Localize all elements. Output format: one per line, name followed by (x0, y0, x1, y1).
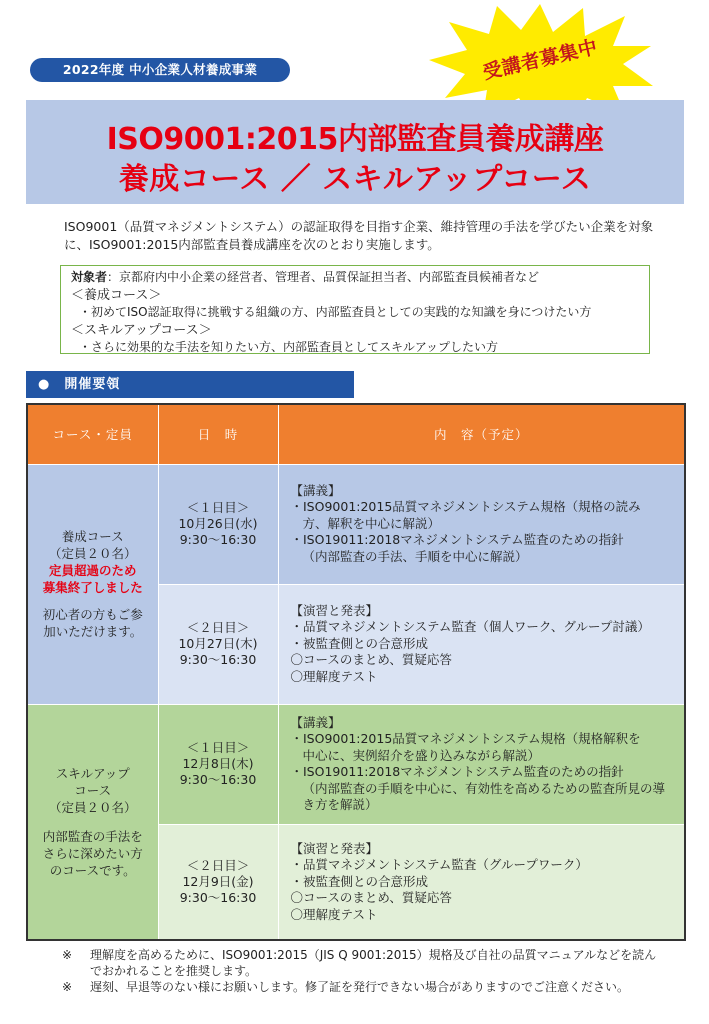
day-label: ＜１日目＞ (186, 740, 250, 755)
course1-day1-content (278, 464, 685, 584)
intro-text: ISO9001（品質マネジメントシステム）の認証取得を目指す企業、維持管理の手法を学びたい企業を対象に、ISO9001:2015内部監査員養成講座を次のとおり実施します。 (64, 219, 654, 252)
day-time: 9:30～16:30 (179, 889, 257, 905)
schedule-table (26, 403, 686, 941)
content-line: 【講義】 (290, 482, 341, 498)
content-line: ・品質マネジメントシステム監査（グループワーク） (290, 857, 588, 872)
day-date: 12月9日(金) (182, 873, 254, 889)
note-item (62, 947, 668, 979)
course2-day1-cell (158, 704, 278, 824)
course2-desc3: のコースです。 (49, 862, 136, 878)
day-date: 12月8日(木) (182, 756, 254, 771)
content-line: 〇コースのまとめ、質疑応答 (290, 890, 452, 905)
course1-desc: 初心者の方もご参 (42, 607, 143, 622)
day-date: 10月26日(水) (178, 516, 258, 531)
content-line: ・ISO19011:2018マネジメントシステム監査のための指針 (290, 532, 624, 548)
course2-cell (27, 704, 158, 940)
note-mark: ※ (62, 980, 73, 994)
content-line: （内部監査の手法、手順を中心に解説） (302, 548, 528, 564)
note-item (62, 979, 668, 995)
content-line: 〇理解度テスト (290, 668, 378, 684)
content-line: き方を解説） (302, 797, 378, 812)
content-line: 方、解釈を中心に解説） (302, 515, 441, 531)
content-line: 〇コースのまとめ、質疑応答 (290, 652, 452, 668)
day-time: 9:30～16:30 (179, 652, 257, 667)
content-line: ・ISO9001:2015品質マネジメントシステム規格（規格の読み (290, 499, 641, 515)
course1-day1-cell (158, 464, 278, 584)
page-subtitle: 養成コース ／ スキルアップコース (118, 162, 592, 197)
course2-day1-content (278, 704, 685, 824)
content-line: 中心に、実例紹介を盛り込みながら解説） (302, 747, 541, 763)
content-line: ・被監査側との合意形成 (290, 635, 429, 651)
content-line: 【演習と発表】 (290, 840, 379, 856)
course1-name: 養成コース (61, 529, 124, 544)
program-badge: 2022年度 中小企業人材養成事業 (30, 58, 290, 82)
course1-desc2: 加いただけます。 (43, 624, 143, 639)
course1-notice: 定員超過のため (48, 563, 137, 578)
notes (62, 947, 668, 995)
course2-day2-cell (158, 824, 278, 940)
course1-notice2: 募集終了しました (42, 580, 143, 595)
title-banner (26, 100, 684, 204)
header-datetime: 日 時 (158, 404, 278, 464)
course2-capacity: （定員２０名） (48, 799, 137, 815)
course2-desc: 内部監査の手法を (42, 828, 143, 844)
bullet-icon: ● (38, 377, 51, 392)
content-line: ・ISO19011:2018マネジメントシステム監査のための指針 (290, 764, 624, 779)
course2-day2-content (278, 824, 685, 940)
page-title: ISO9001:2015内部監査員養成講座 (106, 122, 604, 157)
target-text: ：京都府内中小企業の経営者、管理者、品質保証担当者、内部監査員候補者など (107, 270, 540, 284)
target-audience-box (60, 265, 650, 354)
content-line: ・被監査側との合意形成 (290, 873, 429, 889)
course1-target: ・初めてISO認証取得に挑戦する組織の方、内部監査員としての実践的な知識を身につけたい方 (79, 305, 592, 319)
content-line: 【講義】 (290, 714, 341, 730)
content-line: ・ISO9001:2015品質マネジメントシステム規格（規格解釈を (290, 731, 641, 746)
course1-capacity: （定員２０名） (48, 546, 137, 561)
section-title: 開催要領 (64, 377, 121, 392)
note-mark: ※ (62, 948, 73, 962)
header-course: コース・定員 (27, 404, 158, 464)
note-text: 遅刻、早退等のない様にお願いします。修了証を発行できない場合がありますのでご注意ください。 (90, 980, 630, 994)
content-line: 【演習と発表】 (290, 602, 379, 618)
course1-day2-cell (158, 584, 278, 704)
course1-cell (27, 464, 158, 704)
day-label: ＜１日目＞ (186, 500, 250, 515)
course1-day2-content (278, 584, 685, 704)
course2-heading: ＜スキルアップコース＞ (71, 322, 212, 338)
course2-target: ・さらに効果的な手法を知りたい方、内部監査員としてスキルアップしたい方 (79, 340, 499, 354)
day-date: 10月27日(木) (178, 636, 258, 651)
target-label: 対象者 (71, 270, 108, 284)
day-label: ＜２日目＞ (186, 620, 250, 635)
course2-name2: コース (74, 782, 112, 798)
day-time: 9:30～16:30 (179, 772, 257, 787)
course2-name: スキルアップ (55, 765, 130, 781)
day-time: 9:30～16:30 (179, 532, 257, 547)
section-header (26, 371, 354, 398)
day-label: ＜２日目＞ (186, 857, 250, 873)
note-text: 理解度を高めるために、ISO9001:2015（JIS Q 9001:2015）規格及び自社の品質マニュアルなどを読んでおかれることを推奨します。 (90, 948, 657, 978)
course1-heading: ＜養成コース＞ (71, 287, 162, 303)
header-content: 内 容（予定） (278, 404, 685, 464)
recruiting-label: 受講者募集中 (480, 36, 600, 84)
content-line: 〇理解度テスト (290, 906, 378, 922)
content-line: （内部監査の手順を中心に、有効性を高めるための監査所見の導 (302, 780, 666, 796)
course2-desc2: さらに深めたい方 (42, 845, 143, 861)
content-line: ・品質マネジメントシステム監査（個人ワーク、グループ討議） (290, 619, 650, 635)
